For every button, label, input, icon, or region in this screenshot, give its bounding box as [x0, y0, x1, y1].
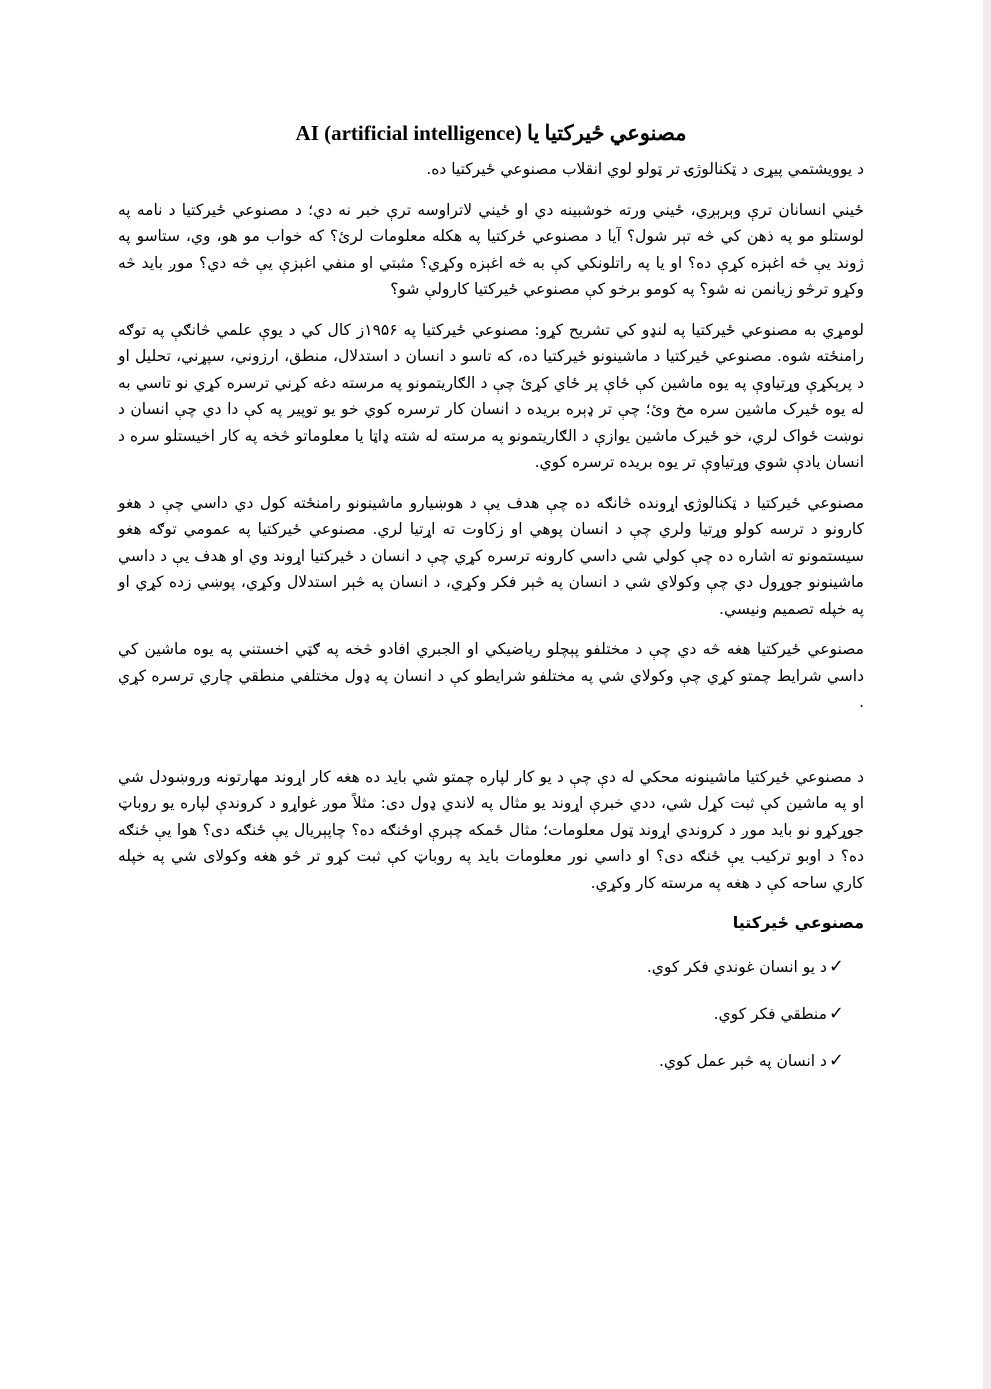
list-item-text: د یو انسان غوندي فکر کوي. [646, 958, 827, 976]
paragraph-3: مصنوعي ځیرکتیا د ټکنالوژۍ اړونده څانګه ده چې هدف یې د هوښیارو ماشینونو رامنځته کول دي داسي چې د هغو کارونو د ترسه کولو وړتیا ولري چې د انسان پوهي او زکاوت ته اړتیا لري. مصنوعي ځیرکتیا په عمومي توګه هغو سیستمونو ته اشاره ده چې کولي شي داسي کارونه ترسره کړي چې د انسان د ځیرکتیا اړوند وي او هدف یې د داسي ماشینونو جوړول دي چې وکولاي شي د انسان په څېر فکر وکړي، د انسان په څېر استدلال وکړي، پوښي زده کړي او په خپله تصمیم ونیسي. [118, 493, 864, 618]
list-item-text: د انسان په څېر عمل کوي. [658, 1052, 827, 1070]
checkmark-icon: ✓ [828, 1050, 844, 1071]
checkmark-icon: ✓ [828, 956, 844, 977]
section-heading: مصنوعي ځیرکتیا [732, 913, 864, 932]
list-item-text: منطقي فکر کوي. [713, 1005, 827, 1023]
paragraph-4: مصنوعي ځیرکتیا هغه څه دي چې د مختلفو پېچلو ریاضیکي او الجبري افادو څخه په ګټي اخستني په یوه ماشین کي داسي شرایط چمتو کړي چې وکولاي شي په مختلفو شرایطو کې د انسان په ډول مختلفي منطقي چاري ترسره کړي . [118, 640, 864, 711]
page-edge [983, 0, 991, 1389]
paragraph-1: ځیني انسانان ترې وېرېږي، ځیني ورته خوشبینه دي او ځیني لاتراوسه ترې خبر نه دي؛ د مصنوعي ځیرکتیا د نامه په لوستلو مو په ذهن کي څه تېر شول؟ آیا د مصنوعي ځرکتیا په هکله معلومات لرئ؟ که خواب مو هو، وي، ستاسو په ژوند یې څه اغېزه کړې ده؟ او یا په راتلونکي کې به څه اغېزه وکړي؟ مثبتي او منفي اغېزې یې څه دي؟ موږ باید څه وکړو ترڅو زیانمن نه شو؟ په کومو برخو کې مصنوعي ځیرکتیا کارولې شو؟ [118, 200, 864, 298]
paragraph-5: د مصنوعي ځیرکتیا ماشینونه محکي له دې چې د یو کار لپاره چمتو شي باید ده هغه کار اړوند مهارتونه وروښودل شي او په ماشین کې ثبت کړل شي، ددي خبرې اړوند یو مثال په لاندي ډول دی: مثلاً موږ غواړو د کروندې لپاره یو روباټ جوړکړو نو باید موږ د کروندي اړوند ټول معلومات؛ مثال ځمکه چېرې اوځنګه ده؟ چاپېریال یې ځنګه دی؟ هوا یې ځنګه ده؟ د اوبو ترکیب یې ځنګه دی؟ او داسي نور معلومات باید په روباټ کې ثبت کړو تر څو هغه وکولای شي په خپله کاري ساحه کې د هغه په مرسته کار وکړي. [118, 767, 864, 892]
blank-line [118, 730, 864, 764]
list-item [118, 1001, 844, 1027]
list-item [118, 1048, 844, 1074]
paragraph-2: لومړي به مصنوعي ځیرکتیا په لنډو کي تشریح کړو: مصنوعي ځیرکتیا په ۱۹۵۶ز کال کي د یوې علمي څانګې په توګه رامنځته شوه. مصنوعي ځیرکتیا د ماشینونو ځیرکتیا ده، که تاسو د انسان د استدلال، منطق، ارزوني، سپړني، تحلیل او د پرېکړې وړتیاوې په یوه ماشین کې ځاې پر ځاي کړئ چې د الګاریتمونو په مرسته دغه کړني ترسره کړي نو تاسي به له یوه ځیرک ماشین سره مخ وئ؛ چې تر ډېره بریده د انسان کار ترسره کوي خو یو توپیر په کې دا دي چې انسان د نوښت ځواک لري، خو ځیرک ماشین یوازې د الګاریتمونو په مرسته له شته ډاټا یا معلوماتو څخه په کار اخیستلو سره د انسان یادې شوي وړتیاوې تر یوه بریده ترسره کوي. [118, 320, 864, 471]
checklist [118, 954, 864, 1074]
document-body [118, 118, 864, 1095]
intro-paragraph: د یوویشتمي پیړی د ټکنالوژۍ تر ټولو لوي انقلاب مصنوعي ځیرکتیا ده. [426, 160, 864, 178]
list-item [118, 954, 844, 980]
document-title: مصنوعي ځیرکتیا یا AI (artificial intelligence) [295, 121, 687, 145]
checkmark-icon: ✓ [828, 1003, 844, 1024]
